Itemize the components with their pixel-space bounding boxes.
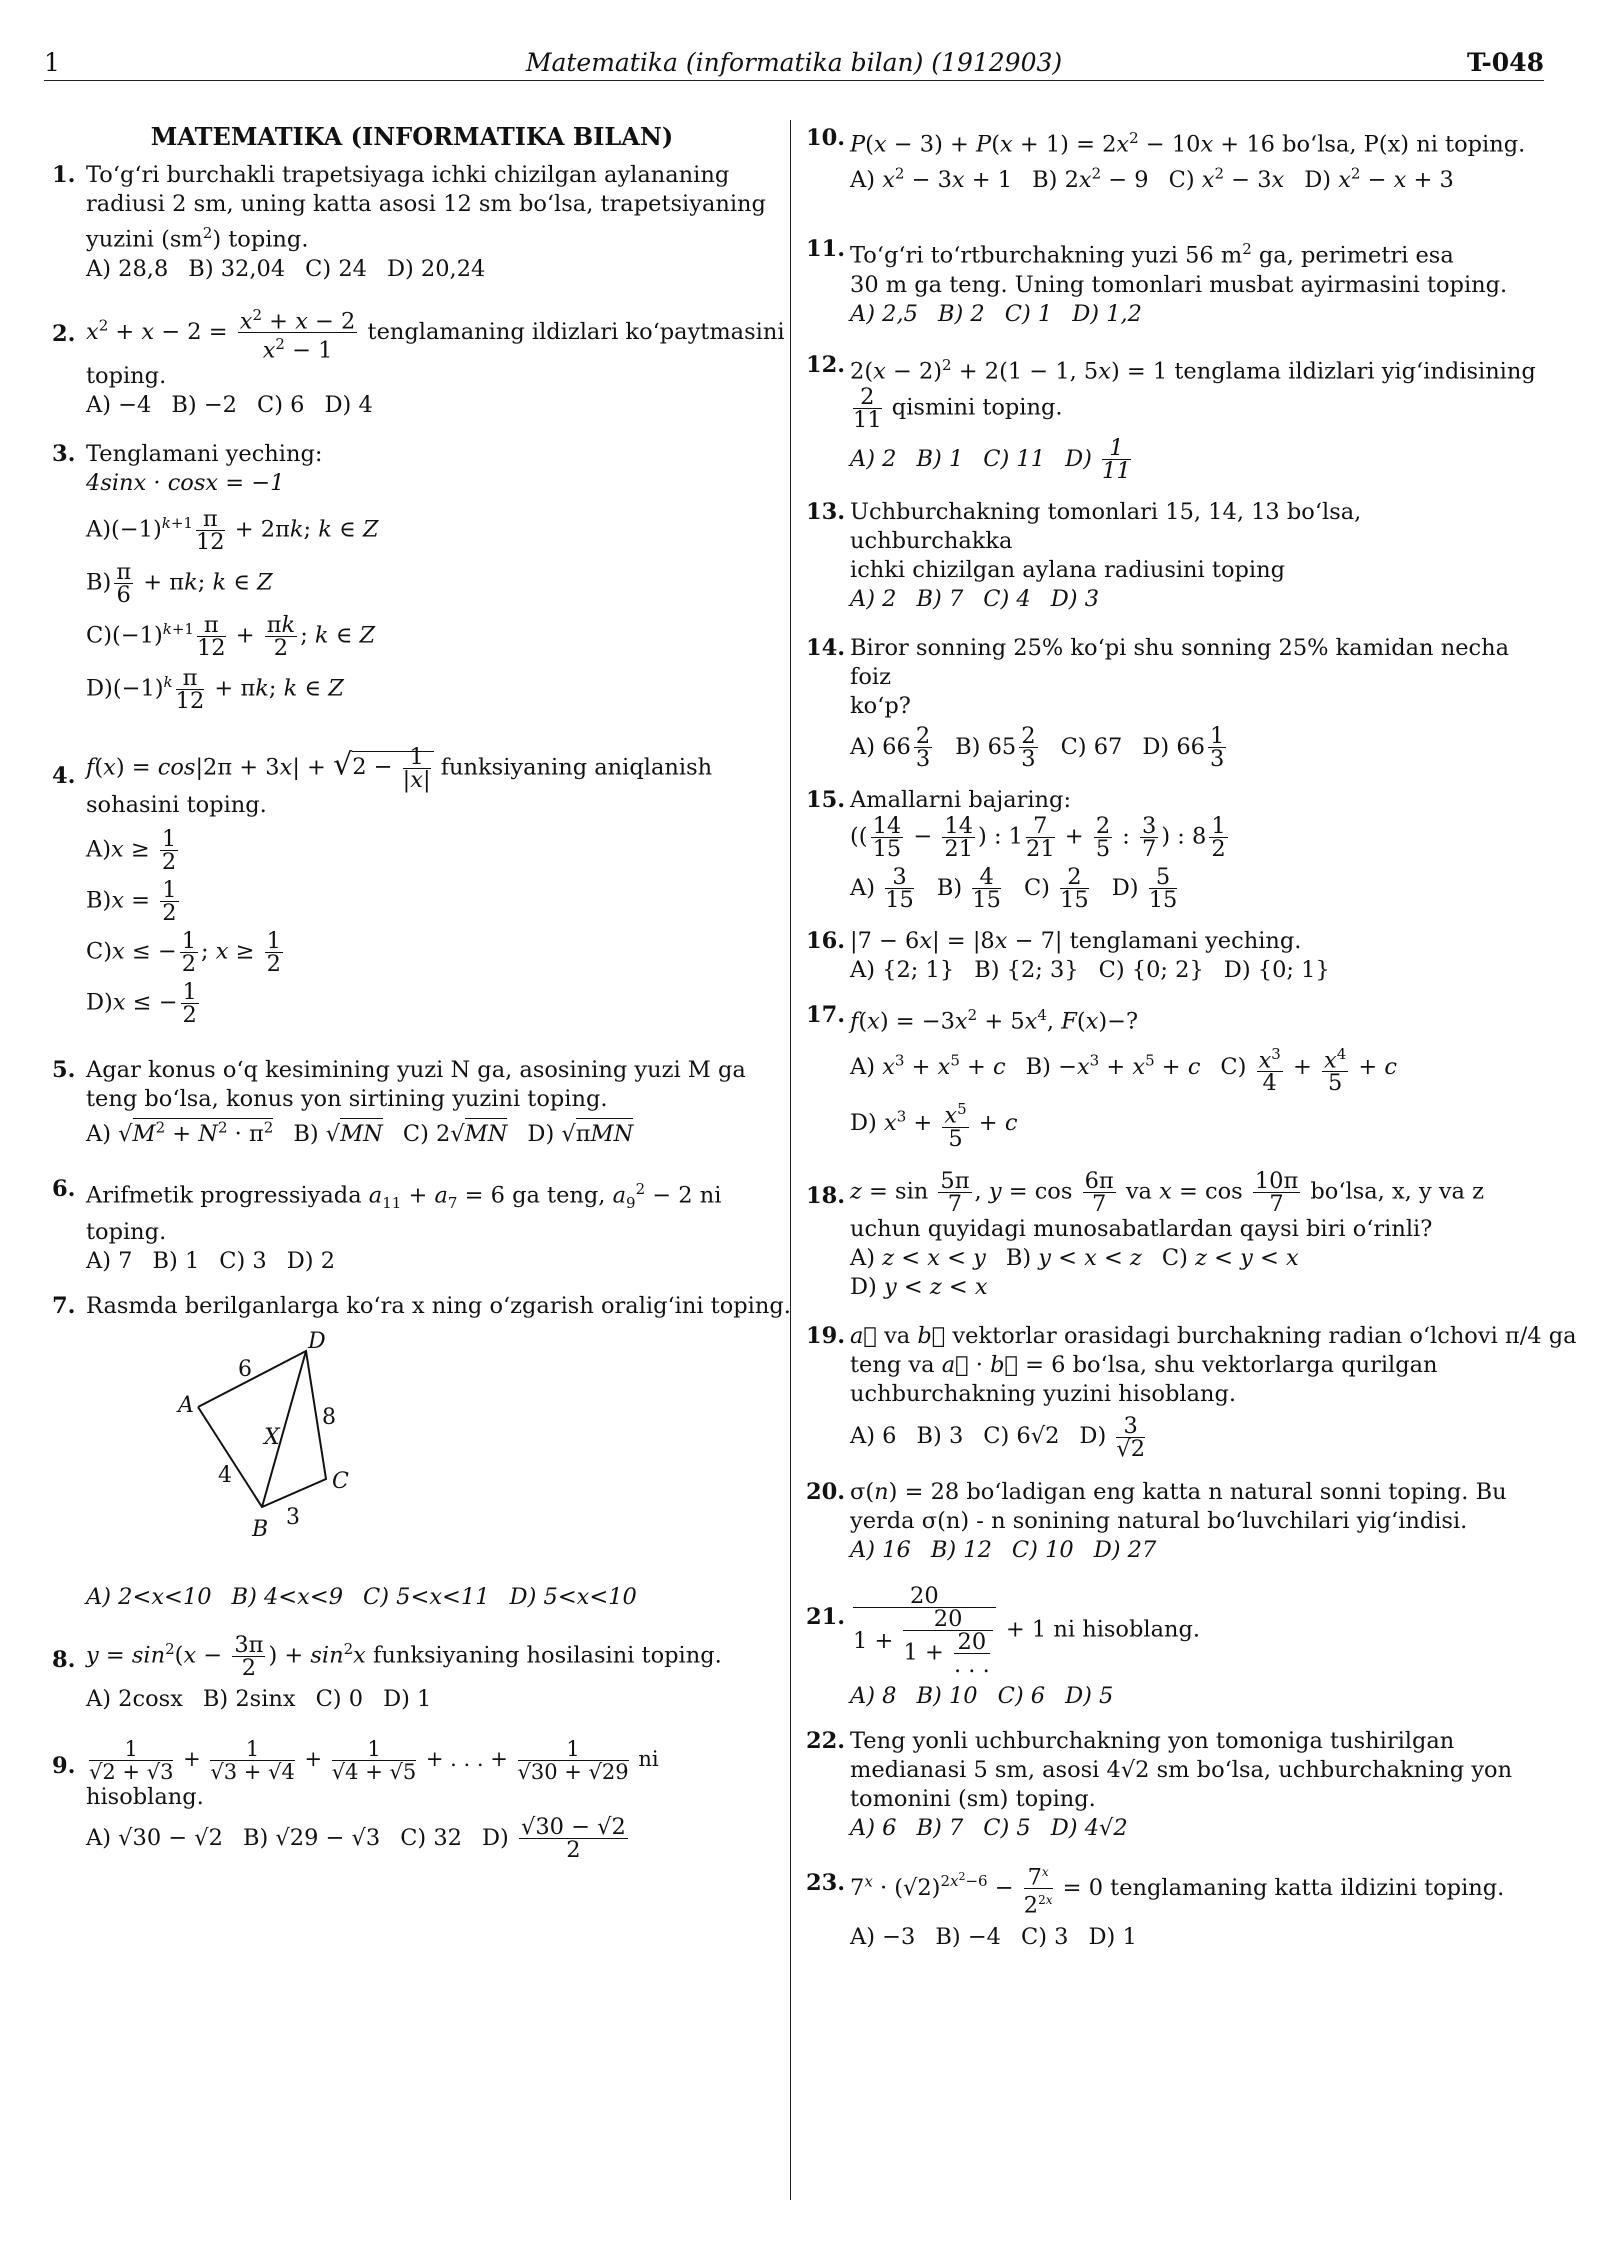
question-19 xyxy=(806,1322,1577,1462)
question-20 xyxy=(806,1478,1526,1565)
column-divider xyxy=(790,120,791,2200)
question-text: To‘g‘ri to‘rtburchakning yuzi 56 $m^2$ ga, perimetri esa xyxy=(850,240,1454,269)
answer-options: A) 2 B) 1 C) 11 D) $\frac{1}{11}$ xyxy=(850,435,1131,484)
question-number: 11. xyxy=(806,236,846,262)
answer-options: A) −4 B) −2 C) 6 D) 4 xyxy=(86,391,373,418)
question-18 xyxy=(806,1167,1526,1302)
question-8 xyxy=(52,1634,772,1714)
option-b: B) $\frac{\pi}{6}$ + πk; k ∈ Z xyxy=(86,558,273,608)
equation: 4sinx · cosx = −1 xyxy=(86,469,285,496)
question-number: 18. xyxy=(806,1182,846,1209)
question-text: toping. xyxy=(86,1219,167,1245)
left-column xyxy=(52,122,791,1877)
question-10 xyxy=(806,124,1526,195)
question-23 xyxy=(806,1861,1526,1952)
vertex-label-a: A xyxy=(178,1393,194,1418)
answer-options: A) $\frac{3}{15}$ B) $\frac{4}{15}$ C) $\frac{2}{15}$ D) $\frac{5}{15}$ xyxy=(850,864,1178,913)
question-text: Agar konus o‘q kesimining yuzi N ga, asosining yuzi M ga xyxy=(86,1056,746,1083)
question-text: radiusi 2 sm, uning katta asosi 12 sm bo‘lsa, trapetsiyaning xyxy=(86,191,766,217)
continued-fraction: 20 1 + 20 1 + 20 . . . + 1 ni hisoblang. xyxy=(853,1582,1201,1678)
question-text: 30 m ga teng. Uning tomonlari musbat ayirmasini toping. xyxy=(850,271,1508,298)
question-2 xyxy=(52,304,785,420)
question-7 xyxy=(52,1292,791,1612)
question-text: Amallarni bajaring: xyxy=(850,787,1072,813)
equation: $2(x - 2)^2 + 2(1 - 1$, 5x) = 1 tenglama ildizlari yig‘indisining xyxy=(850,355,1536,384)
vertex-label-c: C xyxy=(332,1469,349,1494)
answer-options: A) $x^2 - 3x + 1$ B) $2x^2 - 9$ C) $x^2 - 3x$ D) $x^2 - x + 3$ xyxy=(850,164,1454,193)
equation: $P(x - 3) + P(x + 1) = 2x^2 - 10x + 16$ bo‘lsa, P(x) ni toping. xyxy=(850,129,1526,158)
answer-options: A) 6 B) 3 C) 6√2 D) $\frac{3}{√2}$ xyxy=(850,1412,1146,1462)
question-number: 12. xyxy=(806,351,846,378)
option-a: $A)(-1)^{k+1}$ $\frac{\pi}{12}$ + 2πk; k ∈ Z xyxy=(86,505,379,555)
diagonal-label-x: X xyxy=(264,1425,280,1450)
question-text: yerda σ(n) - n sonining natural bo‘luvchilari yig‘indisi. xyxy=(850,1507,1468,1534)
page-number: 1 xyxy=(44,48,60,77)
question-21 xyxy=(806,1582,1526,1711)
question-16 xyxy=(806,927,1526,985)
answer-options: A) $x^3 + x^5 + c$ $B) -x^3 + x^5 + c$ C) $\frac{x^3}{4}$ + $\frac{x^4}{5}$ + c xyxy=(850,1044,1398,1096)
question-text: Tenglamani yeching: xyxy=(86,440,323,467)
answer-options: A) 2 B) 7 C) 4 D) 3 xyxy=(850,586,1100,612)
question-3 xyxy=(52,440,772,712)
answer-options: A) 2cosx B) 2sinx C) 0 D) 1 xyxy=(86,1686,432,1712)
question-text: Rasmda berilganlarga ko‘ra x ning o‘zgarish oralig‘ini toping. xyxy=(86,1293,791,1319)
question-22 xyxy=(806,1727,1526,1843)
question-number: 1. xyxy=(52,162,76,188)
side-label-dc: 8 xyxy=(322,1405,336,1430)
question-4 xyxy=(52,743,772,1028)
answer-options: A) 2,5 B) 2 C) 1 D) 1,2 xyxy=(850,300,1142,327)
question-5 xyxy=(52,1056,772,1150)
question-number: 20. xyxy=(806,1478,846,1505)
equation: $f(x) = -3x^2 + 5x^4$, F(x)−? xyxy=(850,1006,1139,1035)
question-text: sohasini toping. xyxy=(86,791,267,818)
section-title: MATEMATIKA (INFORMATIKA BILAN) xyxy=(150,122,674,151)
side-label-ab: 4 xyxy=(218,1463,232,1488)
question-12 xyxy=(806,351,1536,484)
question-text: ko‘p? xyxy=(850,693,911,719)
question-number: 6. xyxy=(52,1176,76,1202)
equation: |7 − 6x| = |8x − 7| tenglamani yeching. xyxy=(850,928,1302,954)
option-a: A)x ≥ $\frac{1}{2}$ xyxy=(86,825,177,875)
question-text: medianasi 5 sm, asosi 4√2 sm bo‘lsa, uchburchakning yon xyxy=(850,1756,1513,1783)
question-15 xyxy=(806,786,1526,911)
option-d: D) $x^3$ + $\frac{x^5}{5}$ + c xyxy=(850,1100,1018,1152)
question-text: ichki chizilgan aylana radiusini toping xyxy=(850,557,1285,583)
equation: z = sin $\frac{5\pi}{7}$ , y = cos $\frac{6\pi}{7}$ va x = cos $\frac{10\pi}{7}$ bo‘lsa, x, y va z xyxy=(850,1167,1484,1217)
answer-options: A) 66 $\frac{2}{3}$ B) 65 $\frac{2}{3}$ C) 67 D) 66 $\frac{1}{3}$ xyxy=(850,723,1225,772)
option-d: $D)(-1)^k$ $\frac{\pi}{12}$ + πk; k ∈ Z xyxy=(86,664,344,714)
question-number: 8. xyxy=(52,1647,76,1673)
question-number: 14. xyxy=(806,635,846,661)
question-number: 2. xyxy=(52,320,76,347)
answer-options: A) z < x < y B) y < x < z C) z < y < x xyxy=(850,1244,1299,1271)
question-9 xyxy=(52,1738,772,1861)
equation: $x^2 + x - 2$ = $\frac{x^2 + x - 2}{x^2 - 1}$ tenglamaning ildizlari ko‘paytmasini xyxy=(86,305,785,364)
question-number: 19. xyxy=(806,1322,846,1349)
equation: $y = \sin^2(x$ − $\frac{3\pi}{2}$ ) + $\sin^2x$ funksiyaning hosilasini toping. xyxy=(86,1632,722,1681)
question-text: yuzini $(sm^2)$ toping. xyxy=(86,224,309,253)
question-number: 23. xyxy=(806,1869,846,1896)
page-header xyxy=(44,44,1544,81)
question-text: toping. xyxy=(86,362,167,389)
right-column xyxy=(806,122,1577,1968)
equation: f(x) = cos|2π + 3x| + √2 − $\frac{1}{|x|}$ funksiyaning aniqlanish xyxy=(86,743,713,793)
question-number: 17. xyxy=(806,1002,846,1028)
answer-options: A) 16 B) 12 C) 10 D) 27 xyxy=(850,1536,1157,1563)
question-number: 3. xyxy=(52,440,76,467)
question-number: 10. xyxy=(806,125,846,151)
option-d: D) y < z < x xyxy=(850,1273,988,1300)
test-code: T-048 xyxy=(1466,48,1544,77)
option-b: B)x = $\frac{1}{2}$ xyxy=(86,876,177,926)
question-text: Uchburchakning tomonlari 15, 14, 13 bo‘lsa, uchburchakka xyxy=(850,499,1362,554)
question-text: uchburchakning yuzini hisoblang. xyxy=(850,1380,1237,1407)
answer-options: A) 2<x<10 B) 4<x<9 C) 5<x<11 D) 5<x<10 xyxy=(86,1584,637,1610)
side-label-ad: 6 xyxy=(238,1357,252,1382)
question-text: teng va a⃗ · b⃗ = 6 bo‘lsa, shu vektorlarga qurilgan xyxy=(850,1351,1438,1378)
question-number: 13. xyxy=(806,499,846,525)
vertex-label-d: D xyxy=(308,1329,326,1354)
question-6 xyxy=(52,1175,772,1276)
question-text: tomonini (sm) toping. xyxy=(850,1785,1096,1812)
question-text: a⃗ va b⃗ vektorlar orasidagi burchakning radian o‘lchovi π/4 ga xyxy=(850,1322,1577,1349)
question-number: 5. xyxy=(52,1056,76,1083)
answer-options: A) $√M^2 + N^2 \cdot \pi^2$ B) √MN C) 2√MN D) √πMN xyxy=(86,1118,634,1147)
answer-options: A) 7 B) 1 C) 3 D) 2 xyxy=(86,1248,336,1274)
page-title: Matematika (informatika bilan) (1912903) xyxy=(525,48,1063,77)
answer-options: A) {2; 1} B) {2; 3} C) {0; 2} D) {0; 1} xyxy=(850,957,1330,983)
question-text: Arifmetik progressiyada $a_{11} + a_7 = 6$ ga teng, $a_9^2 - 2$ ni xyxy=(86,1180,722,1212)
question-number: 22. xyxy=(806,1727,846,1754)
question-text: Teng yonli uchburchakning yon tomoniga tushirilgan xyxy=(850,1727,1455,1754)
question-text: To‘g‘ri burchakli trapetsiyaga ichki chizilgan aylananing xyxy=(86,162,730,188)
question-text: uchun quyidagi munosabatlardan qaysi biri o‘rinli? xyxy=(850,1215,1433,1242)
question-17 xyxy=(806,1001,1526,1150)
answer-options: A) √30 − √2 B) √29 − √3 C) 32 D) $\frac{√30 - √2}{2}$ xyxy=(86,1814,626,1863)
question-number: 16. xyxy=(806,928,846,954)
option-c: $C)(-1)^{k+1}$ $\frac{\pi}{12}$ + $\frac{\pi k}{2}$ ; k ∈ Z xyxy=(86,611,376,661)
question-number: 4. xyxy=(52,762,76,789)
answer-options: A) 28,8 B) 32,04 C) 24 D) 20,24 xyxy=(86,255,486,282)
equation: $7^x \cdot (√2)^{2x^2-6}$ − $\frac{7^x}{2^{2x}}$ = 0 tenglamaning katta ildizini toping. xyxy=(850,1861,1526,1917)
question-11 xyxy=(806,235,1526,329)
equation: (( $\frac{14}{15}$ − $\frac{14}{21}$ ) : 1 $\frac{7}{21}$ + $\frac{2}{5}$ : $\frac{3}{7}$ ) : 8 $\frac{1}{2}$ xyxy=(850,813,1226,862)
side-label-bc: 3 xyxy=(286,1505,300,1530)
question-text: teng bo‘lsa, konus yon sirtining yuzini toping. xyxy=(86,1085,608,1112)
question-text: σ(n) = 28 bo‘ladigan eng katta n natural sonni toping. Bu xyxy=(850,1478,1507,1505)
question-number: 7. xyxy=(52,1293,76,1319)
answer-options: A) −3 B) −4 C) 3 D) 1 xyxy=(850,1923,1137,1950)
question-text: hisoblang. xyxy=(86,1784,204,1810)
question-1 xyxy=(52,161,772,284)
answer-options: A) 8 B) 10 C) 6 D) 5 xyxy=(850,1682,1114,1709)
question-number: 15. xyxy=(806,787,846,813)
option-c: C)x ≤ − $\frac{1}{2}$ ; x ≥ $\frac{1}{2}$ xyxy=(86,927,281,977)
question-14 xyxy=(806,634,1526,770)
question-text: Biror sonning 25% ko‘pi shu sonning 25% kamidan necha foiz xyxy=(850,635,1510,690)
vertex-label-b: B xyxy=(252,1517,269,1542)
question-text: $\frac{2}{11}$ qismini toping. xyxy=(853,384,1063,433)
question-number: 9. xyxy=(52,1753,76,1779)
quadrilateral-figure xyxy=(136,1331,396,1571)
question-number: 21. xyxy=(806,1603,846,1630)
answer-options: A) 6 B) 7 C) 5 D) 4√2 xyxy=(850,1814,1128,1841)
equation: $\frac{1}{√2 + √3}$ + $\frac{1}{√3 + √4}$ + $\frac{1}{√4 + √5}$ + . . . + $\frac{1}{√30 + √29}$ ni xyxy=(89,1737,659,1784)
option-d: D)x ≤ − $\frac{1}{2}$ xyxy=(86,978,197,1028)
question-13 xyxy=(806,498,1526,614)
